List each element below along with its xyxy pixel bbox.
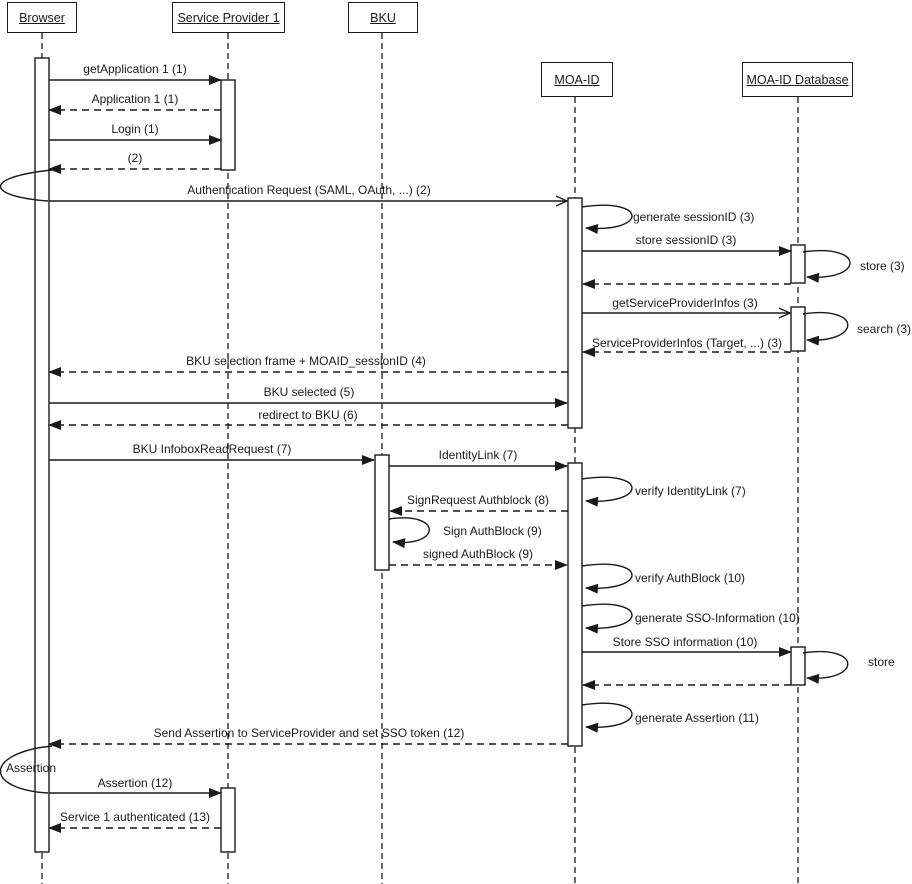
- message-label: store: [868, 655, 895, 669]
- message-label: Assertion (12): [97, 776, 173, 790]
- message-label: generate SSO-Information (10): [635, 611, 800, 625]
- message-label: Store SSO information (10): [612, 635, 758, 649]
- message-label: BKU selected (5): [263, 385, 355, 399]
- message-label: Service 1 authenticated (13): [59, 810, 211, 824]
- message-label: IdentityLink (7): [438, 448, 518, 462]
- activation-db-search: [791, 307, 805, 351]
- loop-verify-authblock: [582, 564, 632, 588]
- message-label: signed AuthBlock (9): [422, 547, 534, 561]
- loop-sign-authblock: [389, 518, 429, 543]
- participant-moa-id: [541, 62, 613, 97]
- activation-sp1-assertion: [221, 788, 235, 852]
- message-label: Login (1): [111, 122, 159, 136]
- message-label: Application 1 (1): [91, 92, 179, 106]
- participant-browser: [7, 2, 77, 33]
- participant-moa-id-database-label: MOA-ID Database: [746, 72, 849, 87]
- loop-store-3: [803, 251, 850, 278]
- activation-moaid-session: [568, 198, 582, 428]
- participant-bku-label: BKU: [370, 10, 396, 25]
- message-label: Authentication Request (SAML, OAuth, ...) (2): [187, 183, 431, 197]
- message-label: ServiceProviderInfos (Target, ...) (3): [591, 336, 783, 350]
- participant-service-provider-1-label: Service Provider 1: [177, 10, 280, 25]
- activation-bku: [375, 455, 389, 570]
- activation-db-store: [791, 245, 805, 283]
- participant-moa-id-label: MOA-ID: [554, 72, 600, 87]
- participant-moa-id-database: [742, 62, 853, 97]
- message-label: BKU InfoboxReadRequest (7): [132, 442, 292, 456]
- message-label: generate Assertion (11): [635, 711, 759, 725]
- message-label: store (3): [860, 259, 905, 273]
- message-label: verify IdentityLink (7): [635, 484, 746, 498]
- activation-browser: [35, 58, 49, 852]
- message-label: Assertion: [6, 761, 57, 775]
- activation-moaid-auth: [568, 463, 582, 746]
- participant-service-provider-1: [172, 2, 285, 33]
- activation-db-sso: [791, 647, 805, 685]
- loop-verify-identitylink: [582, 477, 632, 501]
- activation-sp1-login: [221, 80, 235, 170]
- message-label: Sign AuthBlock (9): [443, 524, 542, 538]
- message-label: search (3): [857, 322, 912, 336]
- message-label: SignRequest Authblock (8): [406, 493, 550, 507]
- message-label: generate sessionID (3): [633, 210, 755, 224]
- loop-generate-sessionid: [582, 205, 632, 228]
- message-label: redirect to BKU (6): [258, 408, 358, 422]
- message-label: (2): [127, 151, 143, 165]
- lifelines: [42, 33, 798, 884]
- message-label: Send Assertion to ServiceProvider and set SSO token (12): [153, 726, 465, 740]
- loop-generate-sso-information: [582, 604, 632, 628]
- message-label: getServiceProviderInfos (3): [612, 296, 758, 310]
- message-label: BKU selection frame + MOAID_sessionID (4): [186, 354, 426, 368]
- loop-store-sso: [803, 652, 848, 679]
- participant-browser-label: Browser: [19, 10, 65, 25]
- message-label: verify AuthBlock (10): [635, 571, 746, 585]
- loop-generate-assertion: [582, 703, 632, 727]
- message-label: store sessionID (3): [635, 233, 737, 247]
- message-label: getApplication 1 (1): [83, 62, 187, 76]
- loop-search: [803, 313, 848, 341]
- participant-bku: [348, 2, 418, 33]
